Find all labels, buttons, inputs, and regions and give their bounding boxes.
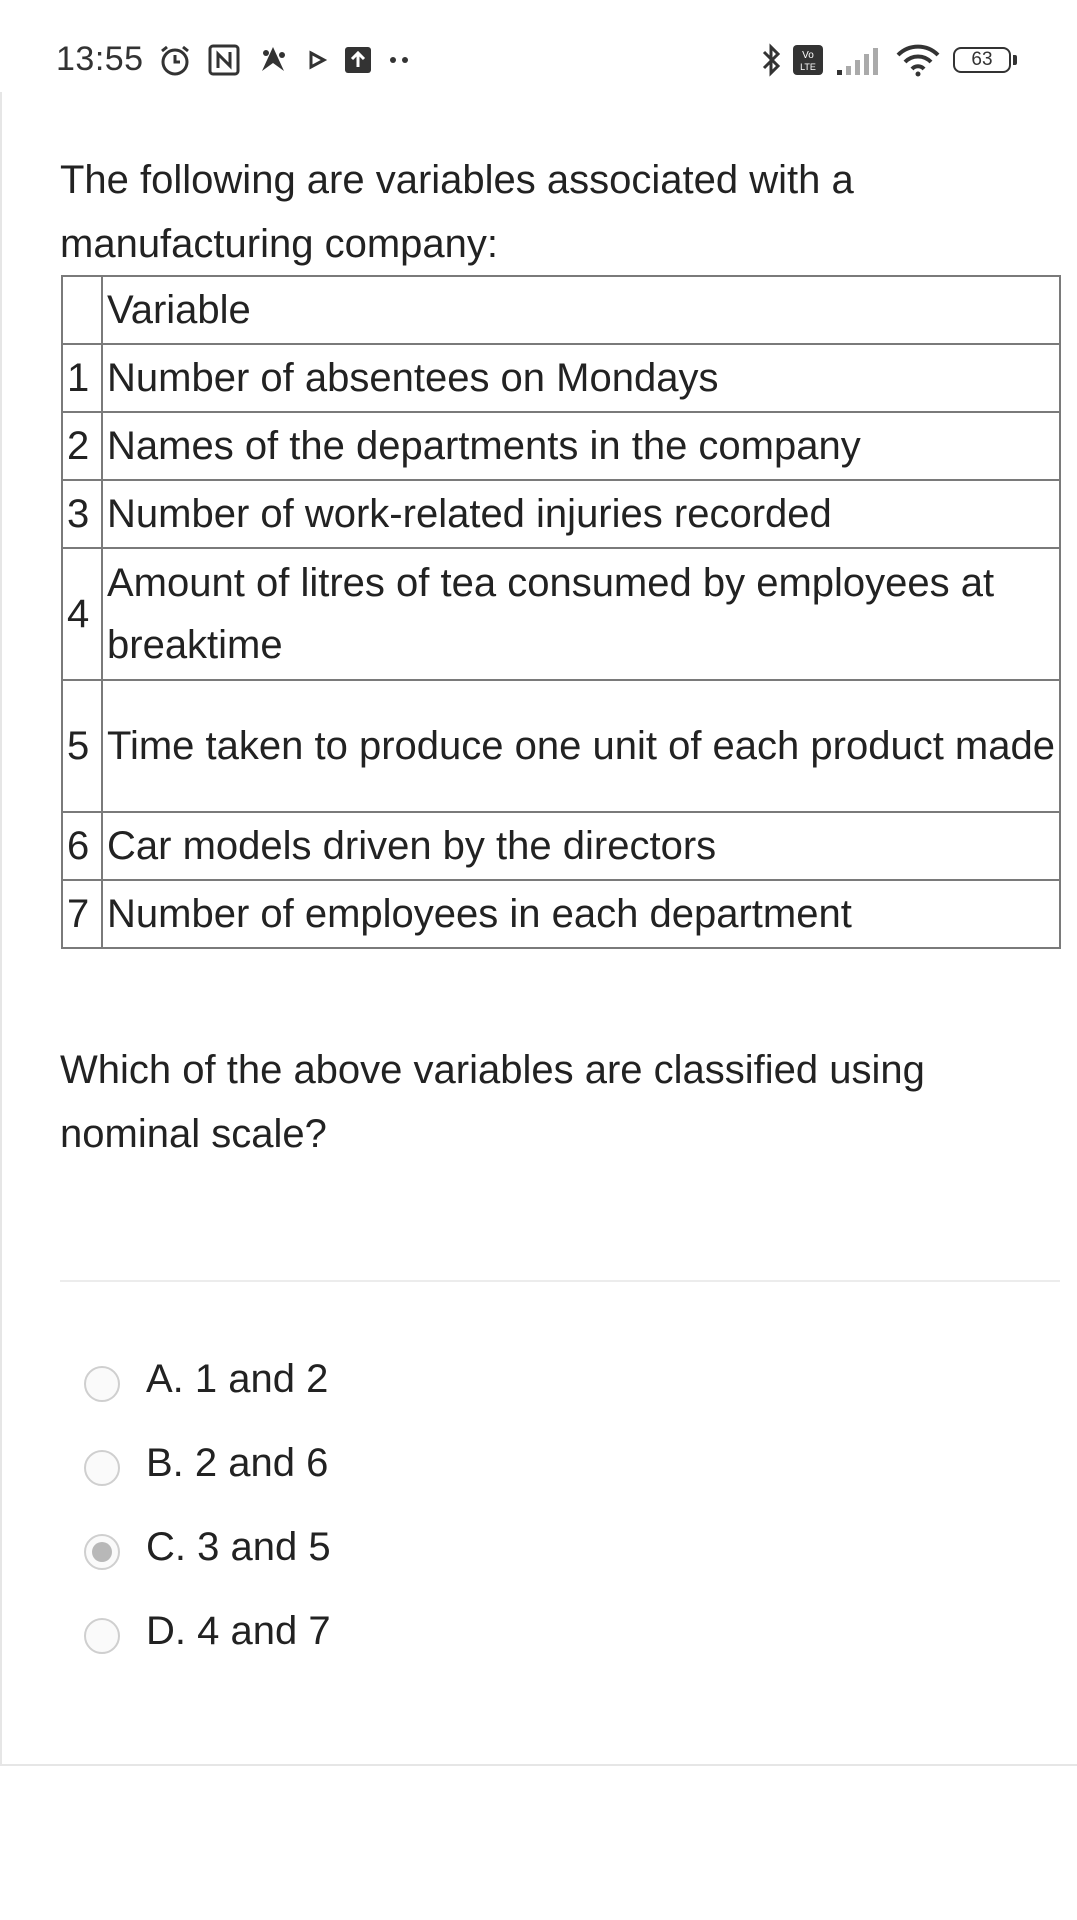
table-row	[62, 412, 1060, 480]
table-cell-num: 5	[62, 680, 102, 812]
table-row	[62, 680, 1060, 812]
table-row	[62, 548, 1060, 680]
table-cell-variable: Time taken to produce one unit of each product made	[102, 680, 1060, 812]
question-intro: The following are variables associated with a manufacturing company:	[60, 158, 854, 266]
bluetooth-icon	[761, 42, 781, 78]
upload-icon	[344, 46, 372, 74]
radio-button-selected[interactable]	[84, 1534, 120, 1570]
option-b[interactable]	[84, 1421, 331, 1505]
table-cell-num: 1	[62, 344, 102, 412]
table-row	[62, 480, 1060, 548]
status-left-icons	[158, 40, 410, 80]
variables-table	[61, 275, 1061, 949]
status-time: 13:55	[56, 40, 144, 78]
wifi-icon	[895, 43, 941, 77]
option-label: B. 2 and 6	[146, 1440, 329, 1485]
question-card	[0, 92, 1077, 1766]
option-label: A. 1 and 2	[146, 1356, 329, 1401]
table-row	[62, 344, 1060, 412]
option-c[interactable]	[84, 1505, 331, 1589]
svg-text:LTE: LTE	[800, 62, 816, 72]
table-cell-variable: Number of absentees on Mondays	[102, 344, 1060, 412]
table-row	[62, 812, 1060, 880]
alarm-icon	[158, 43, 192, 77]
table-header-variable: Variable	[102, 276, 1060, 344]
radio-button[interactable]	[84, 1366, 120, 1402]
play-icon	[306, 49, 328, 71]
table-cell-num: 7	[62, 880, 102, 948]
status-right-icons	[761, 40, 1017, 80]
table-cell-variable: Number of employees in each department	[102, 880, 1060, 948]
option-d[interactable]	[84, 1589, 331, 1673]
table-header-num	[62, 276, 102, 344]
battery-level: 63	[953, 47, 1011, 73]
nfc-icon	[208, 44, 240, 76]
option-a[interactable]	[84, 1337, 331, 1421]
table-cell-num: 2	[62, 412, 102, 480]
table-cell-variable: Car models driven by the directors	[102, 812, 1060, 880]
battery-icon	[953, 47, 1017, 73]
table-row	[62, 880, 1060, 948]
table-cell-variable: Amount of litres of tea consumed by employees at breaktime	[102, 548, 1060, 680]
table-cell-num: 4	[62, 548, 102, 680]
svg-text:Vo: Vo	[802, 50, 814, 61]
table-cell-variable: Names of the departments in the company	[102, 412, 1060, 480]
signal-icon	[835, 44, 883, 76]
status-bar	[0, 0, 1077, 92]
option-label: D. 4 and 7	[146, 1608, 331, 1653]
answer-options	[84, 1337, 331, 1673]
table-cell-num: 6	[62, 812, 102, 880]
table-cell-variable: Number of work-related injuries recorded	[102, 480, 1060, 548]
volte-icon	[793, 45, 823, 75]
table-header-row	[62, 276, 1060, 344]
radio-button[interactable]	[84, 1618, 120, 1654]
table-cell-num: 3	[62, 480, 102, 548]
radio-button[interactable]	[84, 1450, 120, 1486]
option-label: C. 3 and 5	[146, 1524, 331, 1569]
more-dots-icon	[388, 55, 410, 65]
question-prompt: Which of the above variables are classified using nominal scale?	[60, 1048, 925, 1156]
app-notification-icon	[256, 43, 290, 77]
divider	[60, 1280, 1060, 1282]
